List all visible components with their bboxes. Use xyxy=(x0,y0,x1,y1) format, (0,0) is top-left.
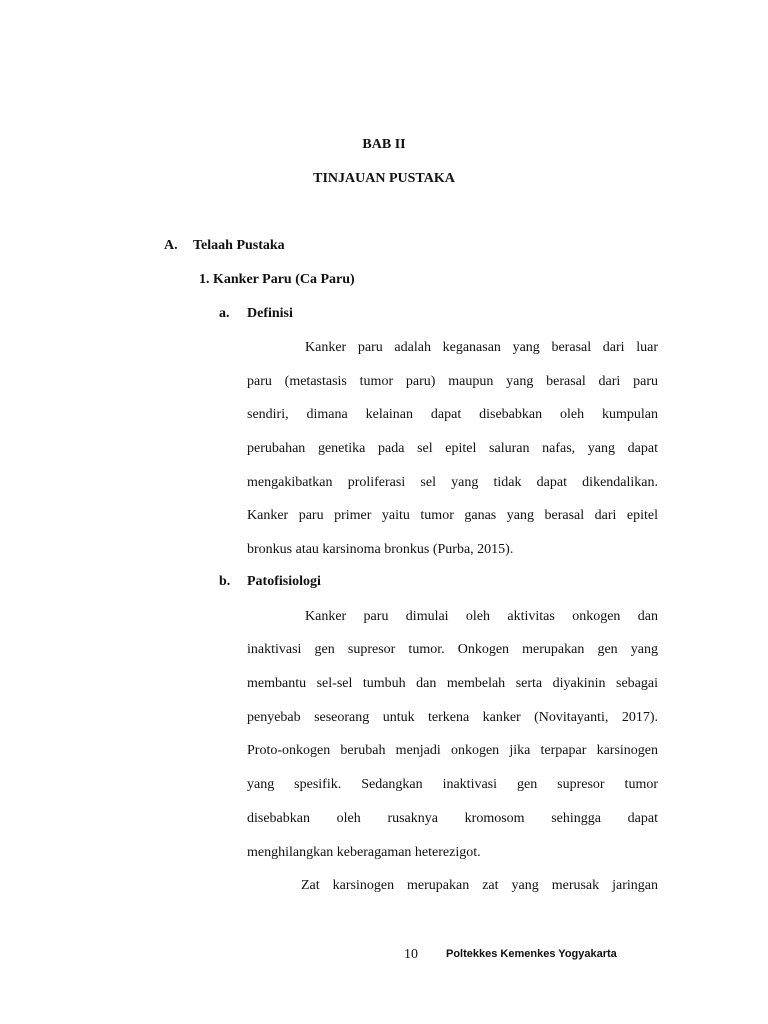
part-b-title: Patofisiologi xyxy=(247,574,321,589)
paragraph-line: Kanker paru primer yaitu tumor ganas yang berasal dari epitel xyxy=(247,508,658,523)
paragraph-line: perubahan genetika pada sel epitel saluran nafas, yang dapat xyxy=(247,441,658,456)
paragraph-line: yang spesifik. Sedangkan inaktivasi gen supresor tumor xyxy=(247,777,658,792)
chapter-heading: BAB II xyxy=(362,137,406,152)
paragraph-line: menghilangkan keberagaman heterezigot. xyxy=(247,845,481,860)
subsection-title: 1. Kanker Paru (Ca Paru) xyxy=(199,272,355,287)
paragraph-line: bronkus atau karsinoma bronkus (Purba, 2015). xyxy=(247,542,514,557)
part-b-marker: b. xyxy=(219,574,231,589)
chapter-title: TINJAUAN PUSTAKA xyxy=(313,171,455,186)
paragraph-line: Proto-onkogen berubah menjadi onkogen jika terpapar karsinogen xyxy=(247,743,658,758)
paragraph-line: paru (metastasis tumor paru) maupun yang berasal dari paru xyxy=(247,374,658,389)
paragraph-line: Kanker paru dimulai oleh aktivitas onkogen dan xyxy=(305,609,658,624)
paragraph-line: sendiri, dimana kelainan dapat disebabkan oleh kumpulan xyxy=(247,407,658,422)
section-marker: A. xyxy=(164,238,178,253)
paragraph-line: Kanker paru adalah keganasan yang berasal dari luar xyxy=(305,340,658,355)
paragraph-line: inaktivasi gen supresor tumor. Onkogen merupakan gen yang xyxy=(247,642,658,657)
paragraph-line: disebabkan oleh rusaknya kromosom sehingga dapat xyxy=(247,811,658,826)
paragraph-line: membantu sel-sel tumbuh dan membelah serta diyakinin sebagai xyxy=(247,676,658,691)
part-a-title: Definisi xyxy=(247,306,293,321)
section-title: Telaah Pustaka xyxy=(193,238,285,253)
page-number: 10 xyxy=(404,947,418,962)
paragraph-line: penyebab seseorang untuk terkena kanker (Novitayanti, 2017). xyxy=(247,710,658,725)
footer-institution: Poltekkes Kemenkes Yogyakarta xyxy=(446,948,617,960)
part-a-marker: a. xyxy=(219,306,230,321)
paragraph-line: Zat karsinogen merupakan zat yang merusak jaringan xyxy=(301,878,658,893)
paragraph-line: mengakibatkan proliferasi sel yang tidak dapat dikendalikan. xyxy=(247,475,658,490)
